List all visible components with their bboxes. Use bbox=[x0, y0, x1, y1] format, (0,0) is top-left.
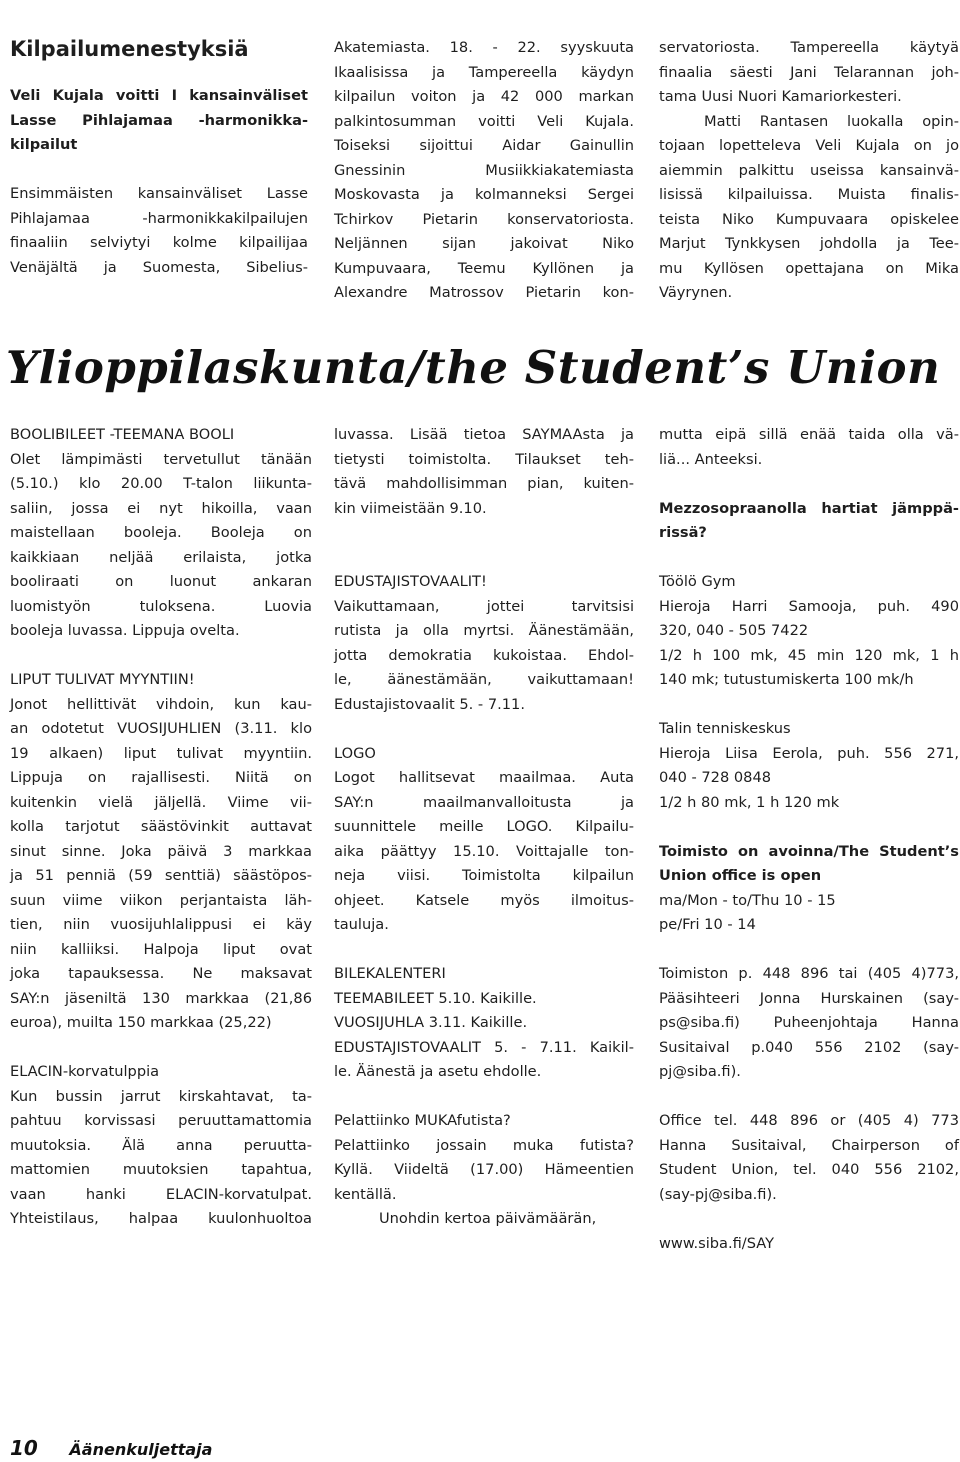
body-line: Hieroja Harri Samooja, puh. 490 bbox=[659, 597, 959, 615]
body-line: mutta eipä sillä enää taida olla vä- bbox=[659, 426, 959, 443]
article-col-1 bbox=[10, 36, 308, 280]
body-line: Akatemiasta. 18. - 22. syyskuuta bbox=[334, 39, 634, 56]
body-line: Unohdin kertoa päivämäärän, bbox=[379, 1210, 597, 1227]
body-line: ps@siba.fi) Puheenjohtaja Hanna bbox=[659, 1014, 959, 1031]
logo-heading: LOGO bbox=[334, 744, 376, 762]
body-line: le, äänestämään, vaikuttamaan! bbox=[334, 671, 634, 688]
body-line: tauluja. bbox=[334, 916, 389, 933]
article-col-2 bbox=[334, 36, 634, 306]
body-line: euroa), muilta 150 markkaa (25,22) bbox=[10, 1014, 272, 1031]
body-line: servatoriosta. Tampereella käytyä bbox=[659, 39, 959, 56]
body-line: tama Uusi Nuori Kamariorkesteri. bbox=[659, 88, 902, 105]
body-line: Marjut Tynkkysen johdolla ja Tee- bbox=[659, 235, 959, 252]
article-title: Kilpailumenestyksiä bbox=[10, 37, 249, 61]
student-union-col-right bbox=[659, 423, 959, 1256]
student-union-col-middle bbox=[334, 423, 634, 1232]
body-line: 040 - 728 0848 bbox=[659, 769, 772, 786]
body-line: pahtuu korvissasi peruuttamattomia bbox=[10, 1112, 312, 1129]
body-line: kin viimeistään 9.10. bbox=[334, 499, 487, 517]
body-line: Toimiston p. 448 896 tai (405 4)773, bbox=[659, 965, 959, 982]
body-line: Pihlajamaa -harmonikkakilpailujen bbox=[10, 209, 308, 227]
body-line: Ensimmäisten kansainväliset Lasse bbox=[10, 185, 308, 202]
body-line: Jonot hellittivät vihdoin, kun kau- bbox=[10, 695, 312, 713]
section-heading: Ylioppilaskunta/the Student’s Union bbox=[6, 341, 941, 394]
body-line: suun viime viikon perjantaista läh- bbox=[10, 891, 312, 909]
body-line: Kumpuvaara, Teemu Kyllönen ja bbox=[334, 259, 634, 277]
body-line: muutoksia. Älä anna peruutta- bbox=[10, 1136, 312, 1154]
body-line: palkintosumman voitti Veli Kujala. bbox=[334, 112, 634, 130]
body-line: Ikaalisissa ja Tampereella käydyn bbox=[334, 63, 634, 81]
body-line: tävä mahdollisimman pian, kuiten- bbox=[334, 475, 634, 492]
heading-line: Union office is open bbox=[659, 867, 822, 884]
body-line: jotta demokratia kukoistaa. Ehdol- bbox=[334, 646, 634, 664]
body-line: Gnessinin Musiikkiakatemiasta bbox=[334, 161, 634, 179]
heading-line: rissä? bbox=[659, 524, 707, 541]
body-line: an odotetut VUOSIJUHLIEN (3.11. klo bbox=[10, 720, 312, 737]
body-line: (say-pj@siba.fi). bbox=[659, 1185, 777, 1203]
body-line: liä... Anteeksi. bbox=[659, 450, 763, 468]
body-line: 140 mk; tutustumiskerta 100 mk/h bbox=[659, 671, 914, 688]
body-line: ohjeet. Katsele myös ilmoitus- bbox=[334, 891, 634, 909]
body-line: EDUSTAJISTOVAALIT 5. - 7.11. Kaikil- bbox=[334, 1038, 634, 1056]
body-line: 1/2 h 100 mk, 45 min 120 mk, 1 h bbox=[659, 646, 959, 664]
body-line: mu Kyllösen opettajana on Mika bbox=[659, 259, 959, 277]
body-line: luomistyön tuloksena. Luovia bbox=[10, 597, 312, 615]
subtitle-line: Lasse Pihlajamaa -harmonikka- bbox=[10, 111, 308, 129]
body-line: Matti Rantasen luokalla opin- bbox=[704, 112, 959, 130]
body-line: Logot hallitsevat maailmaa. Auta bbox=[334, 769, 634, 786]
body-line: Office tel. 448 896 or (405 4) 773 bbox=[659, 1112, 959, 1129]
body-line: VUOSIJUHLA 3.11. Kaikille. bbox=[334, 1014, 528, 1031]
article-subtitle bbox=[10, 84, 308, 158]
body-line: Neljännen sijan jakoivat Niko bbox=[334, 235, 634, 252]
body-line: neja viisi. Toimistolta kilpailun bbox=[334, 867, 634, 884]
body-line: 320, 040 - 505 7422 bbox=[659, 622, 809, 639]
body-line: tietysti toimistolta. Tilaukset teh- bbox=[334, 450, 634, 468]
office-hours-heading bbox=[659, 840, 959, 889]
body-line: Edustajistovaalit 5. - 7.11. bbox=[334, 695, 525, 713]
body-line: (5.10.) klo 20.00 T-talon liikunta- bbox=[10, 475, 312, 492]
body-line: pj@siba.fi). bbox=[659, 1063, 741, 1080]
body-line: niin kalliiksi. Halpoja liput ovat bbox=[10, 940, 312, 958]
mezzo-heading bbox=[659, 497, 959, 546]
liput-heading: LIPUT TULIVAT MYYNTIIN! bbox=[10, 671, 195, 688]
page-footer bbox=[10, 1436, 212, 1460]
body-line: mattomien muutoksien tapahtua, bbox=[10, 1161, 312, 1178]
body-line: Pelattiinko jossain muka futista? bbox=[334, 1136, 634, 1154]
body-line: SAY:n jäseniltä 130 markkaa (21,86 bbox=[10, 989, 312, 1007]
body-line: le. Äänestä ja asetu ehdolle. bbox=[334, 1063, 542, 1080]
body-line: booliraati on luonut ankaran bbox=[10, 573, 312, 590]
body-line: Moskovasta ja kolmanneksi Sergei bbox=[334, 186, 634, 203]
body-line: Väyrynen. bbox=[659, 284, 733, 301]
body-line: tien, niin vuosijuhlalippusi ei käy bbox=[10, 916, 312, 933]
body-line: Hanna Susitaival, Chairperson of bbox=[659, 1136, 959, 1154]
body-line: kentällä. bbox=[334, 1185, 397, 1203]
body-line: sinut sinne. Joka päivä 3 markkaa bbox=[10, 842, 312, 860]
body-line: maistellaan booleja. Booleja on bbox=[10, 524, 312, 541]
body-line: Töölö Gym bbox=[659, 573, 736, 590]
body-line: finaaliin selviytyi kolme kilpailijaa bbox=[10, 234, 308, 251]
body-line: suunnittele meille LOGO. Kilpailu- bbox=[334, 818, 634, 835]
subtitle-line: Veli Kujala voitti I kansainväliset bbox=[10, 87, 308, 104]
body-line: joka tapauksessa. Ne maksavat bbox=[10, 965, 312, 982]
body-line: TEEMABILEET 5.10. Kaikille. bbox=[334, 989, 537, 1007]
body-line: vaan hanki ELACIN-korvatulpat. bbox=[10, 1185, 312, 1203]
article-col-3 bbox=[659, 36, 959, 306]
body-line: kuitenkin vielä jäljellä. Viime vii- bbox=[10, 793, 312, 811]
body-line: kaikkiaan neljää erilaista, jotka bbox=[10, 548, 312, 566]
body-line: Susitaival p.040 556 2102 (say- bbox=[659, 1038, 959, 1056]
body-line: Toiseksi sijoittui Aidar Gainullin bbox=[334, 137, 634, 154]
body-line: SAY:n maailmanvalloitusta ja bbox=[334, 793, 634, 811]
body-line: luvassa. Lisää tietoa SAYMAAsta ja bbox=[334, 426, 634, 443]
body-line: kolla tarjotut säästövinkit auttavat bbox=[10, 818, 312, 835]
body-line: tojaan lopetteleva Veli Kujala on jo bbox=[659, 137, 959, 154]
body-line: Tchirkov Pietarin konservatoriosta. bbox=[334, 210, 634, 228]
subtitle-line: kilpailut bbox=[10, 136, 78, 153]
body-line: aika päättyy 15.10. Voittajalle ton- bbox=[334, 842, 634, 860]
heading-line: Mezzosopraanolla hartiat jämppä- bbox=[659, 499, 959, 517]
body-line: teista Niko Kumpuvaara opiskelee bbox=[659, 210, 959, 228]
body-line: Talin tenniskeskus bbox=[659, 720, 791, 737]
elacin-heading: ELACIN-korvatulppia bbox=[10, 1063, 160, 1080]
body-line: Alexandre Matrossov Pietarin kon- bbox=[334, 284, 634, 301]
body-line: pe/Fri 10 - 14 bbox=[659, 916, 756, 933]
body-line: Hieroja Liisa Eerola, puh. 556 271, bbox=[659, 744, 959, 762]
body-line: Olet lämpimästi tervetullut tänään bbox=[10, 450, 312, 468]
body-line: rutista ja olla myrtsi. Äänestämään, bbox=[334, 622, 634, 639]
body-line: Venäjältä ja Suomesta, Sibelius- bbox=[10, 258, 308, 276]
body-line: ja 51 penniä (59 senttiä) säästöpos- bbox=[10, 867, 312, 884]
page-number: 10 bbox=[10, 1436, 38, 1460]
edustajisto-heading: EDUSTAJISTOVAALIT! bbox=[334, 573, 487, 590]
body-line: booleja luvassa. Lippuja ovelta. bbox=[10, 622, 240, 639]
body-line: 19 alkaen) liput tulivat myyntiin. bbox=[10, 744, 312, 762]
heading-line: Toimisto on avoinna/The Student’s bbox=[659, 842, 959, 860]
body-line: Lippuja on rajallisesti. Niitä on bbox=[10, 769, 312, 786]
website-url: www.siba.fi/SAY bbox=[659, 1234, 775, 1252]
body-line: lisissä kilpailuissa. Muista finalis- bbox=[659, 186, 959, 203]
body-line: 1/2 h 80 mk, 1 h 120 mk bbox=[659, 793, 840, 811]
body-line: saliin, jossa ei nyt hikoilla, vaan bbox=[10, 499, 312, 517]
student-union-col-left bbox=[10, 423, 312, 1232]
body-line: Kun bussin jarrut kirskahtavat, ta- bbox=[10, 1087, 312, 1105]
body-line: Kyllä. Viideltä (17.00) Hämeentien bbox=[334, 1161, 634, 1178]
booli-heading: BOOLIBILEET -TEEMANA BOOLI bbox=[10, 426, 235, 443]
body-line: Student Union, tel. 040 556 2102, bbox=[659, 1161, 959, 1178]
body-line: kilpailun voiton ja 42 000 markan bbox=[334, 88, 634, 105]
body-line: finaalia säesti Jani Telarannan joh- bbox=[659, 63, 959, 81]
body-line: Yhteistilaus, halpaa kuulonhuoltoa bbox=[10, 1210, 312, 1227]
body-line: aiemmin palkittu useissa kansainvä- bbox=[659, 161, 959, 179]
publication-name: Äänenkuljettaja bbox=[69, 1440, 213, 1459]
body-line: Pelattiinko MUKAfutista? bbox=[334, 1112, 511, 1129]
body-line: ma/Mon - to/Thu 10 - 15 bbox=[659, 891, 836, 909]
body-line: Vaikuttamaan, jottei tarvitsisi bbox=[334, 597, 634, 615]
body-line: Pääsihteeri Jonna Hurskainen (say- bbox=[659, 989, 959, 1007]
bilekalenteri-heading: BILEKALENTERI bbox=[334, 965, 446, 982]
